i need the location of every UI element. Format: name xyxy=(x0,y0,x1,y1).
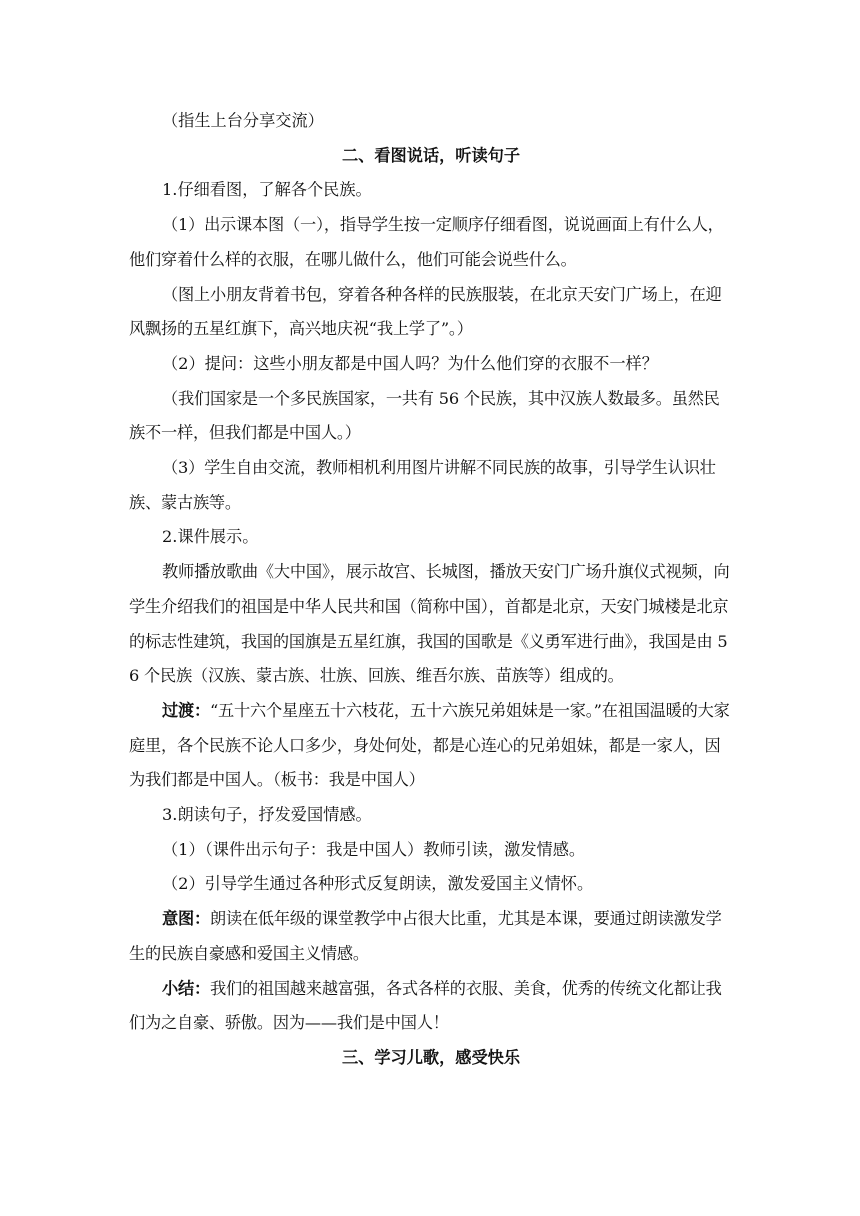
paragraph-picture-description: （图上小朋友背着书包，穿着各种各样的民族服装，在北京天安门广场上，在迎风飘扬的五星红旗下，高兴地庆祝“我上学了”。） xyxy=(129,284,722,339)
paragraph-summary xyxy=(129,972,733,1041)
paragraph-free-discussion: （3）学生自由交流，教师相机利用图片讲解不同民族的故事，引导学生认识壮族、蒙古族等。 xyxy=(129,458,716,512)
paragraph-intention xyxy=(129,902,733,971)
paragraph-read-sentences: 3.朗读句子，抒发爱国情感。 xyxy=(162,805,372,825)
paragraph-teacher-lead: （1）（课件出示句子：我是中国人）教师引读，激发情感。 xyxy=(162,839,586,859)
transition-text: “五十六个星座五十六枝花，五十六族兄弟姐妹是一家。”在祖国温暖的大家庭里，各个民族不论人口多少，身处何处，都是心连心的兄弟姐妹，都是一家人，因为我们都是中国人。（板书：我是中国人） xyxy=(129,700,730,790)
document-body xyxy=(129,104,733,1076)
section-heading-3: 三、学习儿歌，感受快乐 xyxy=(341,1047,521,1067)
intention-label: 意图： xyxy=(162,909,210,929)
paragraph-transition xyxy=(129,694,733,798)
paragraph-courseware: 2.课件展示。 xyxy=(162,527,259,547)
paragraph-repeated-reading: （2）引导学生通过各种形式反复朗读，激发爱国主义情怀。 xyxy=(162,874,594,894)
paragraph-show-picture: （1）出示课本图（一），指导学生按一定顺序仔细看图，说说画面上有什么人，他们穿着什么样的衣服，在哪儿做什么，他们可能会说些什么。 xyxy=(129,215,724,269)
transition-label: 过渡： xyxy=(162,700,210,720)
summary-text: 我们的祖国越来越富强，各式各样的衣服、美食，优秀的传统文化都让我们为之自豪、骄傲。因为——我们是中国人！ xyxy=(129,978,722,1033)
paragraph-question: （2）提问：这些小朋友都是中国人吗？为什么他们穿的衣服不一样？ xyxy=(162,353,658,373)
section-heading-2: 二、看图说话，听读句子 xyxy=(341,145,521,165)
summary-label: 小结： xyxy=(162,978,210,998)
intention-text: 朗读在低年级的课堂教学中占很大比重，尤其是本课，要通过朗读激发学生的民族自豪感和爱国主义情感。 xyxy=(129,909,722,963)
paragraph-observe-picture: 1.仔细看图，了解各个民族。 xyxy=(162,180,372,200)
paragraph-answer: （我们国家是一个多民族国家，一共有 56 个民族，其中汉族人数最多。虽然民族不一样，但我们都是中国人。） xyxy=(129,388,720,443)
paragraph-song-display: 教师播放歌曲《大中国》，展示故宫、长城图，播放天安门广场升旗仪式视频，向学生介绍我们的祖国是中华人民共和国（简称中国），首都是北京，天安门城楼是北京的标志性建筑，我国的国旗是五星红旗，我国的国歌是《义勇军进行曲》，我国是由 56 个民族（汉族、蒙古族、壮族、回族、维吾尔族、苗族等）组成的。 xyxy=(129,562,730,686)
paragraph-share: （指生上台分享交流） xyxy=(162,111,324,130)
